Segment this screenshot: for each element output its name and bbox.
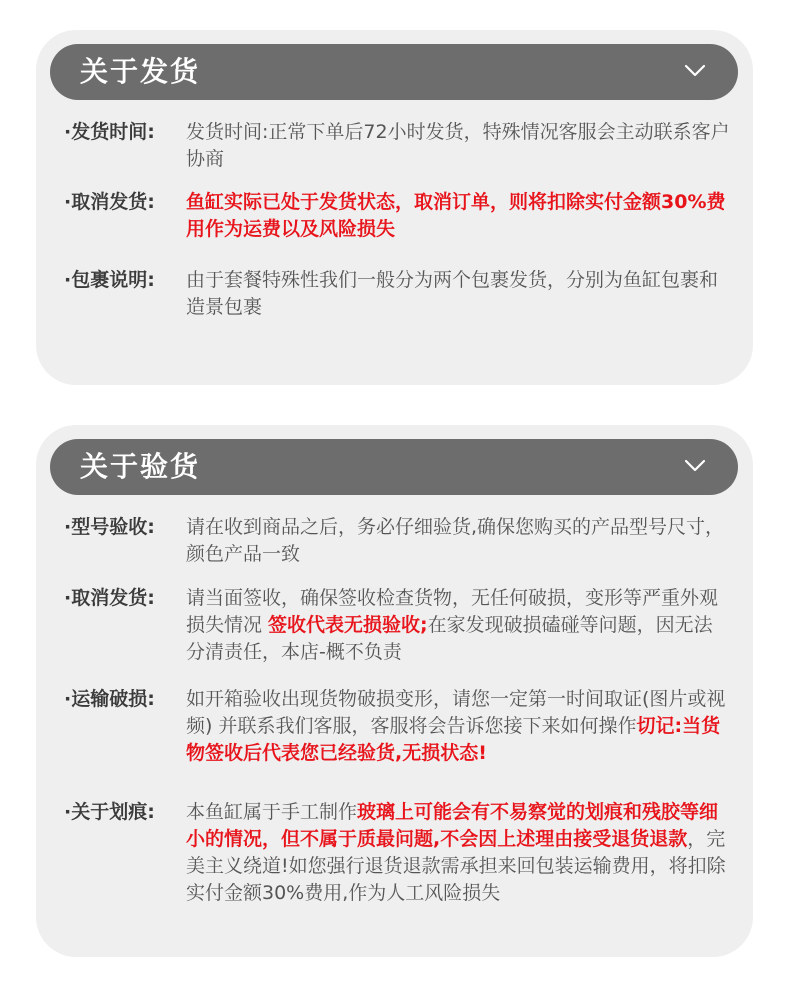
item-warning-text: 玻璃上可能会有不易察觉的划痕和残胶等细小的情况，但不属于质最问题,不会因上述理由接受退货退款 <box>186 801 719 850</box>
item-text-segment: 如开箱验收出现货物破损变形，请您一定第一时间取证(图片或视频) 并联系我们客服，客服将会告诉您接下来如何操作 <box>186 688 726 737</box>
shipping-title: 关于发货 <box>80 55 201 88</box>
item-text-segment: 本鱼缸属于手工制作 <box>186 801 358 823</box>
item-text <box>186 686 731 767</box>
item-text-segment: 在家发现破损磕碰等问题，因无法分清责任，本店-概不负责 <box>186 614 713 663</box>
item-text-segment: 请在收到商品之后，务必仔细验货,确保您购买的产品型号尺寸，颜色产品一致 <box>186 516 725 565</box>
item-text <box>186 119 731 173</box>
item-label: ·型号验收: <box>64 516 155 538</box>
inspection-header[interactable] <box>50 439 738 495</box>
item-warning-text: 签收代表无损验收; <box>268 614 428 636</box>
chevron-down-icon[interactable] <box>684 459 706 473</box>
item-text <box>186 189 731 243</box>
item-text-segment: ，完美主义绕道!如您强行退货退款需承担来回包装运输费用，将扣除实付金额30%费用,作为人工风险损失 <box>186 828 726 904</box>
item-text <box>186 585 731 666</box>
item-label: ·运输破损: <box>64 688 155 710</box>
item-label: ·关于划痕: <box>64 801 155 823</box>
item-text-segment: 请当面签收，确保签收检查货物，无任何破损，变形等严重外观损失情况 <box>186 587 719 636</box>
item-label: ·发货时间: <box>64 121 155 143</box>
item-label: ·取消发货: <box>64 587 155 609</box>
item-label: ·包裹说明: <box>64 269 155 291</box>
item-text <box>186 267 731 321</box>
item-text-segment: 发货时间:正常下单后72小时发货，特殊情况客服会主动联系客户协商 <box>186 121 730 170</box>
inspection-card <box>36 425 753 957</box>
item-text-segment: 由于套餐特殊性我们一般分为两个包裹发货，分别为鱼缸包裹和造景包裹 <box>186 269 719 318</box>
item-warning-text: 鱼缸实际已处于发货状态，取消订单，则将扣除实付金额30%费用作为运费以及风险损失 <box>186 191 726 240</box>
chevron-down-icon[interactable] <box>684 64 706 78</box>
inspection-title: 关于验货 <box>80 450 201 483</box>
item-label: ·取消发货: <box>64 191 155 213</box>
shipping-header[interactable] <box>50 44 738 100</box>
shipping-card <box>36 30 753 385</box>
item-warning-text: 切记:当货物签收后代表您已经验货,无损状态! <box>186 715 721 764</box>
item-text <box>186 514 731 568</box>
item-text <box>186 799 731 907</box>
